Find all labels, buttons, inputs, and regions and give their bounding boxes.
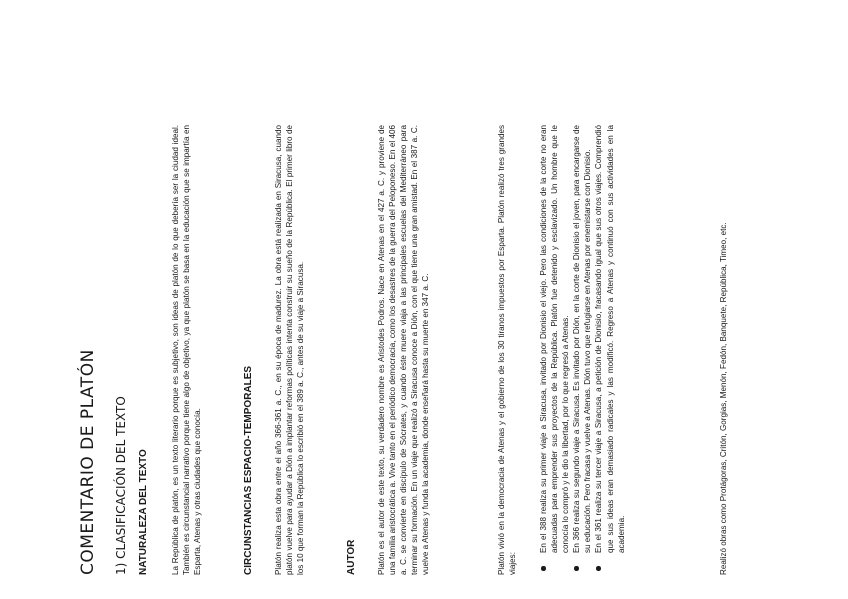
paragraph-autor-intro: Platón vivió en la democracia de Atenas y el gobierno de los 30 tiranos impuestos por Esparta. Platón realizó tres grandes viajes:	[497, 125, 518, 575]
viajes-list	[538, 125, 627, 575]
paragraph-naturaleza: La República de platón, es un texto literario porque es subjetivo, son ideas de platón de lo que debería ser la ciudad ideal. También es circunstancial narrativo porque tiene algo de objetivo, ya que platón se basa en la educación que se impartía en Esparta, Atenas y otras ciudades que conocía.	[171, 125, 203, 575]
bullet-icon	[574, 567, 579, 572]
document-title: COMENTARIO DE PLATÓN	[78, 349, 98, 575]
list-item	[571, 125, 593, 575]
section-heading-clasificacion: 1) CLASIFICACIÓN DEL TEXTO	[114, 396, 128, 575]
list-item	[593, 125, 626, 575]
list-item-text: En el 388 realiza su primer viaje a Siracusa, invitado por Dionisio el viejo. Pero las condiciones de la corte no eran adecuadas para emprender sus proyectos de la República. Platón fue detenido y esclavizado. Un hombre que le conocía lo compró y le dio la libertad, por lo que regresó a Atenas.	[539, 125, 571, 553]
bullet-icon	[541, 567, 546, 572]
list-item	[538, 125, 571, 575]
heading-naturaleza: NATURALEZA DEL TEXTO	[138, 449, 149, 575]
paragraph-circunstancias: Platón realiza esta obra entre el año 366-361 a. C., en su época de madurez. La obra está realizada en Siracusa, cuando platón vuelve para ayudar a Dión a implantar reformas políticas intenta construir su sueño de la República. El primer libro de los 10 que forman la República lo escribió en el 389 a. C., antes de su viaje a Siracusa.	[274, 125, 306, 575]
heading-autor: AUTOR	[346, 539, 357, 575]
document-page	[78, 35, 758, 575]
paragraph-obras: Realizó obras como Protágoras, Critón, Gorgias, Menón, Fedón, Banquete, República, Timeo, etc.	[719, 222, 728, 575]
heading-circunstancias: CIRCUNSTANCIAS ESPACIO-TEMPORALES	[243, 365, 254, 575]
list-item-text: En el 361 realiza su tercer viaje a Siracusa, a petición de Dionisio, fracasando igual que sus otros viajes. Comprendió que sus ideas eran demasiado radicales y las modificó. Regreso a Atenas y continuó con sus actividades en la academia.	[594, 125, 626, 553]
list-item-text: En 366 realiza su segundo viaje a Siracusa. Es invitado por Dión, en la corte de Dionisio el joven, para encargarse de su educación. Pero fracasa y vuelve a Atenas. Dión tuvo que refugiarse en Atenas por enemistarse con Dionisio.	[572, 125, 593, 553]
bullet-icon	[596, 567, 601, 572]
paragraph-autor: Platón es el autor de este texto, su verdadero nombre es Aristodes Podros. Nace en Atenas en el 427 a. C. y proviene de una familia aristocrática a. Vive tanto en el periódico democracia, como los desastres de la guerra del Peloponeso. En el 406 a. C. se convierte en discípulo de Sócrates, y cuando éste muere viaja a las principales escuelas del Mediterráneo para terminar su formación. En un viaje que realizó a Siracusa conoce a Dión, con el que tiene una gran amistad. En el 387 a. C. vuelve a Atenas y funda la academia, donde enseñará hasta su muerte en 347 a. C.	[377, 125, 431, 575]
